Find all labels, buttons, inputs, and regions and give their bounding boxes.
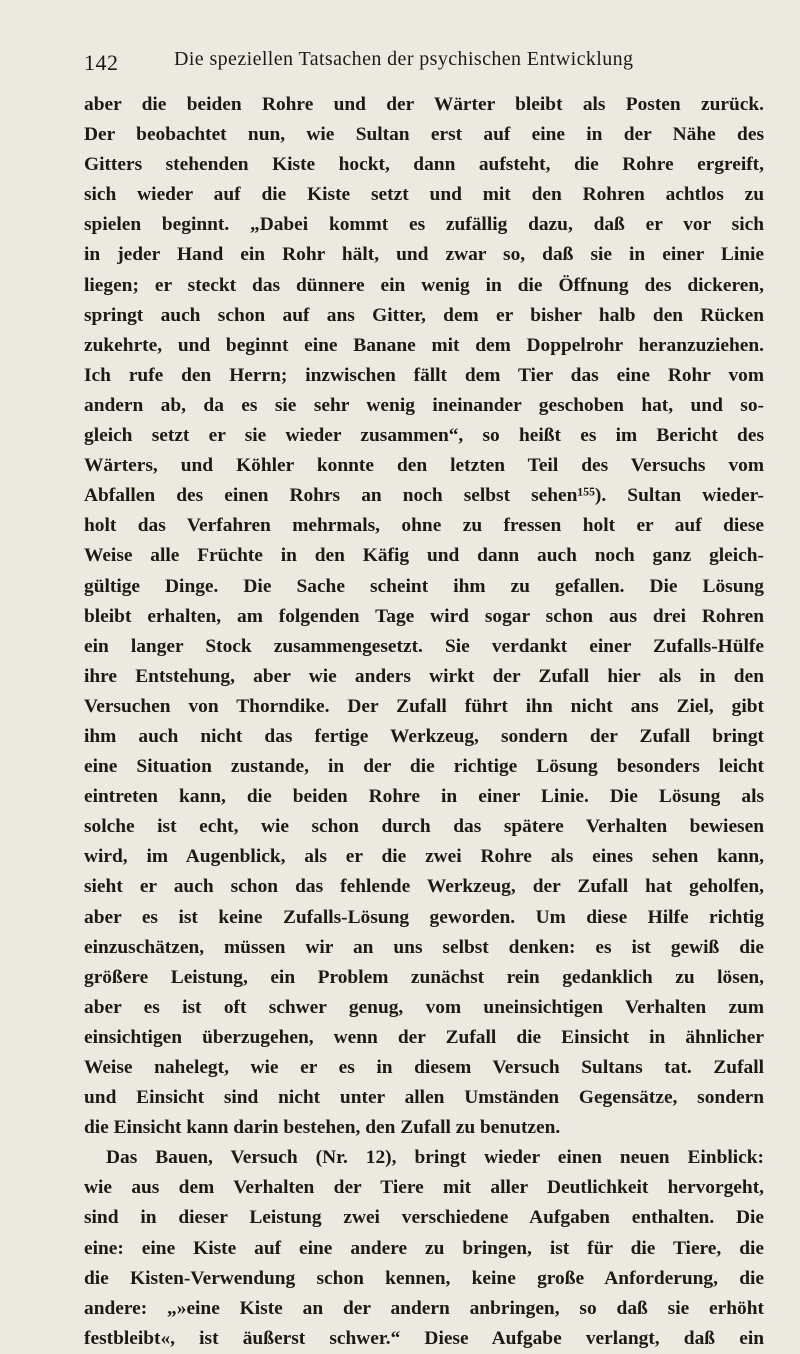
paragraph	[84, 1143, 764, 1354]
text-line: Versuchen von Thorndike. Der Zufall führt ihn nicht ans Ziel, gibt	[84, 695, 764, 717]
text-line: bleibt erhalten, am folgenden Tage wird sogar schon aus drei Rohren	[84, 605, 764, 627]
text-line: andern ab, da es sie sehr wenig ineinander geschoben hat, und so-	[84, 394, 764, 416]
text-line: wie aus dem Verhalten der Tiere mit aller Deutlichkeit hervorgeht,	[84, 1177, 764, 1199]
text-line: wird, im Augenblick, als er die zwei Rohre als eines sehen kann,	[84, 846, 764, 868]
text-line: sind in dieser Leistung zwei verschiedene Aufgaben enthalten. Die	[84, 1207, 764, 1229]
text-line: solche ist echt, wie schon durch das spätere Verhalten bewiesen	[84, 816, 764, 838]
text-line: springt auch schon auf ans Gitter, dem er bisher halb den Rücken	[84, 304, 764, 326]
text-line: ihre Entstehung, aber wie anders wirkt der Zufall hier als in den	[84, 665, 764, 687]
text-line: Gitters stehenden Kiste hockt, dann aufsteht, die Rohre ergreift,	[84, 154, 764, 176]
text-line: sieht er auch schon das fehlende Werkzeug, der Zufall hat geholfen,	[84, 876, 764, 898]
paragraph	[84, 90, 764, 1143]
text-line: Abfallen des einen Rohrs an noch selbst sehen¹⁵⁵). Sultan wieder-	[84, 485, 764, 507]
text-line: festbleibt«, ist äußerst schwer.“ Diese Aufgabe verlangt, daß ein	[84, 1327, 764, 1349]
body-text	[84, 90, 764, 1354]
text-line: aber es ist keine Zufalls-Lösung geworden. Um diese Hilfe richtig	[84, 906, 764, 928]
text-line: holt das Verfahren mehrmals, ohne zu fressen holt er auf diese	[84, 515, 764, 537]
text-line: spielen beginnt. „Dabei kommt es zufällig dazu, daß er vor sich	[84, 214, 764, 236]
text-line: sich wieder auf die Kiste setzt und mit den Rohren achtlos zu	[84, 184, 764, 206]
text-line: Ich rufe den Herrn; inzwischen fällt dem Tier das eine Rohr vom	[84, 364, 764, 386]
text-line: ihm auch nicht das fertige Werkzeug, sondern der Zufall bringt	[84, 725, 764, 747]
text-line: eine: eine Kiste auf eine andere zu bringen, ist für die Tiere, die	[84, 1237, 764, 1259]
text-line: und Einsicht sind nicht unter allen Umständen Gegensätze, sondern	[84, 1087, 764, 1109]
text-line: gültige Dinge. Die Sache scheint ihm zu gefallen. Die Lösung	[84, 575, 764, 597]
text-line: die Einsicht kann darin bestehen, den Zufall zu benutzen.	[84, 1117, 561, 1139]
text-line: andere: „»eine Kiste an der andern anbringen, so daß sie erhöht	[84, 1297, 764, 1319]
text-line: zukehrte, und beginnt eine Banane mit dem Doppelrohr heranzuziehen.	[84, 334, 764, 356]
text-line: ein langer Stock zusammengesetzt. Sie verdankt einer Zufalls-Hülfe	[84, 635, 764, 657]
text-line: liegen; er steckt das dünnere ein wenig in die Öffnung des dickeren,	[84, 274, 764, 296]
page-number: 142	[84, 50, 119, 75]
text-line: aber es ist oft schwer genug, vom uneinsichtigen Verhalten zum	[84, 996, 764, 1018]
text-line: einsichtigen überzugehen, wenn der Zufall die Einsicht in ähnlicher	[84, 1026, 764, 1048]
text-line: eine Situation zustande, in der die richtige Lösung besonders leicht	[84, 756, 764, 778]
text-line: Das Bauen, Versuch (Nr. 12), bringt wieder einen neuen Einblick:	[106, 1147, 764, 1169]
text-line: Der beobachtet nun, wie Sultan erst auf eine in der Nähe des	[84, 124, 764, 146]
text-line: die Kisten-Verwendung schon kennen, keine große Anforderung, die	[84, 1267, 764, 1289]
running-head	[84, 50, 764, 84]
running-title: Die speziellen Tatsachen der psychischen Entwicklung	[174, 48, 634, 70]
text-line: einzuschätzen, müssen wir an uns selbst denken: es ist gewiß die	[84, 936, 764, 958]
text-line: gleich setzt er sie wieder zusammen“, so heißt es im Bericht des	[84, 425, 764, 447]
text-line: Weise alle Früchte in den Käfig und dann auch noch ganz gleich-	[84, 545, 764, 567]
text-line: in jeder Hand ein Rohr hält, und zwar so, daß sie in einer Linie	[84, 244, 764, 266]
text-line: Weise nahelegt, wie er es in diesem Versuch Sultans tat. Zufall	[84, 1057, 764, 1078]
text-line: größere Leistung, ein Problem zunächst rein gedanklich zu lösen,	[84, 966, 764, 988]
text-line: aber die beiden Rohre und der Wärter bleibt als Posten zurück.	[84, 94, 764, 115]
text-line: eintreten kann, die beiden Rohre in einer Linie. Die Lösung als	[84, 786, 764, 808]
text-line: Wärters, und Köhler konnte den letzten Teil des Versuchs vom	[84, 455, 764, 477]
